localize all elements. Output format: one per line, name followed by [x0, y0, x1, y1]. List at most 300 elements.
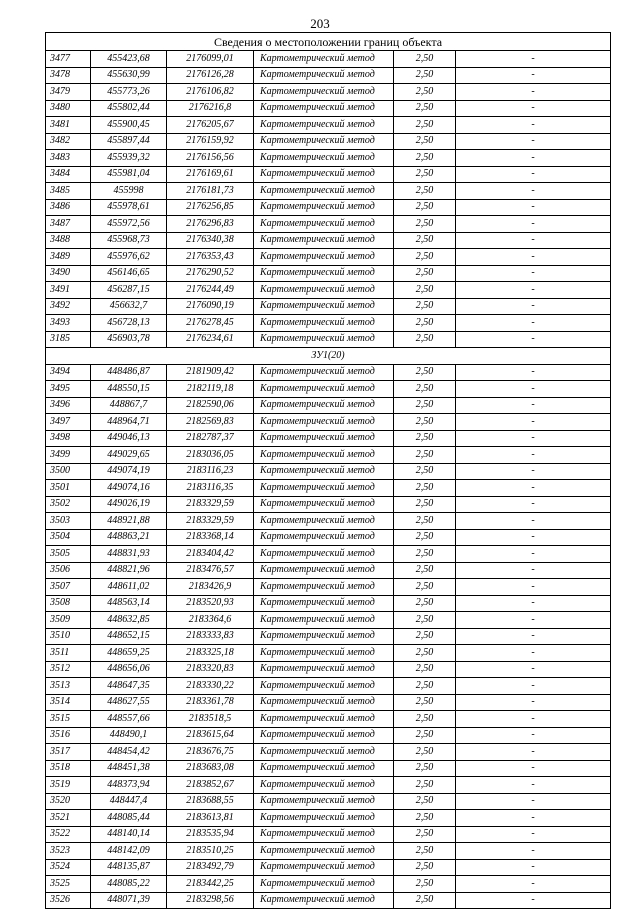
accuracy-cell: 2,50 [394, 216, 456, 233]
note-cell: - [456, 397, 611, 414]
method-cell: Картометрический метод [254, 694, 394, 711]
method-cell: Картометрический метод [254, 612, 394, 629]
table-row [46, 595, 611, 612]
table-row [46, 892, 611, 909]
table-row [46, 67, 611, 84]
x-coordinate-cell: 455802,44 [91, 100, 167, 117]
x-coordinate-cell: 448550,15 [91, 381, 167, 398]
point-number-cell: 3499 [46, 447, 91, 464]
note-cell: - [456, 595, 611, 612]
point-number-cell: 3523 [46, 843, 91, 860]
table-row [46, 579, 611, 596]
accuracy-cell: 2,50 [394, 331, 456, 348]
table-row [46, 249, 611, 266]
y-coordinate-cell: 2176340,38 [167, 232, 254, 249]
note-cell: - [456, 67, 611, 84]
accuracy-cell: 2,50 [394, 793, 456, 810]
point-number-cell: 3515 [46, 711, 91, 728]
note-cell: - [456, 612, 611, 629]
x-coordinate-cell: 448647,35 [91, 678, 167, 695]
method-cell: Картометрический метод [254, 199, 394, 216]
point-number-cell: 3490 [46, 265, 91, 282]
note-cell: - [456, 216, 611, 233]
x-coordinate-cell: 456287,15 [91, 282, 167, 299]
accuracy-cell: 2,50 [394, 892, 456, 909]
method-cell: Картометрический метод [254, 282, 394, 299]
method-cell: Картометрический метод [254, 892, 394, 909]
point-number-cell: 3512 [46, 661, 91, 678]
method-cell: Картометрический метод [254, 711, 394, 728]
point-number-cell: 3488 [46, 232, 91, 249]
method-cell: Картометрический метод [254, 166, 394, 183]
x-coordinate-cell: 448611,02 [91, 579, 167, 596]
table-row [46, 51, 611, 68]
method-cell: Картометрический метод [254, 546, 394, 563]
method-cell: Картометрический метод [254, 480, 394, 497]
point-number-cell: 3498 [46, 430, 91, 447]
x-coordinate-cell: 456903,78 [91, 331, 167, 348]
accuracy-cell: 2,50 [394, 414, 456, 431]
y-coordinate-cell: 2183333,83 [167, 628, 254, 645]
accuracy-cell: 2,50 [394, 546, 456, 563]
x-coordinate-cell: 448447,4 [91, 793, 167, 810]
y-coordinate-cell: 2183510,25 [167, 843, 254, 860]
note-cell: - [456, 414, 611, 431]
accuracy-cell: 2,50 [394, 678, 456, 695]
method-cell: Картометрический метод [254, 430, 394, 447]
table-row [46, 150, 611, 167]
y-coordinate-cell: 2182590,06 [167, 397, 254, 414]
x-coordinate-cell: 455978,61 [91, 199, 167, 216]
method-cell: Картометрический метод [254, 216, 394, 233]
method-cell: Картометрический метод [254, 463, 394, 480]
y-coordinate-cell: 2182569,83 [167, 414, 254, 431]
note-cell: - [456, 496, 611, 513]
x-coordinate-cell: 448486,87 [91, 364, 167, 381]
note-cell: - [456, 892, 611, 909]
note-cell: - [456, 315, 611, 332]
table-row [46, 727, 611, 744]
method-cell: Картометрический метод [254, 265, 394, 282]
point-number-cell: 3491 [46, 282, 91, 299]
method-cell: Картометрический метод [254, 628, 394, 645]
accuracy-cell: 2,50 [394, 859, 456, 876]
x-coordinate-cell: 448921,88 [91, 513, 167, 530]
note-cell: - [456, 117, 611, 134]
note-cell: - [456, 298, 611, 315]
accuracy-cell: 2,50 [394, 694, 456, 711]
x-coordinate-cell: 455998 [91, 183, 167, 200]
method-cell: Картометрический метод [254, 331, 394, 348]
note-cell: - [456, 628, 611, 645]
x-coordinate-cell: 449026,19 [91, 496, 167, 513]
table-row [46, 760, 611, 777]
note-cell: - [456, 430, 611, 447]
point-number-cell: 3513 [46, 678, 91, 695]
y-coordinate-cell: 2183683,08 [167, 760, 254, 777]
table-row [46, 546, 611, 563]
method-cell: Картометрический метод [254, 810, 394, 827]
y-coordinate-cell: 2176169,61 [167, 166, 254, 183]
y-coordinate-cell: 2183330,22 [167, 678, 254, 695]
point-number-cell: 3514 [46, 694, 91, 711]
y-coordinate-cell: 2183320,83 [167, 661, 254, 678]
table-row [46, 859, 611, 876]
method-cell: Картометрический метод [254, 84, 394, 101]
table-row [46, 232, 611, 249]
y-coordinate-cell: 2176156,56 [167, 150, 254, 167]
y-coordinate-cell: 2183364,6 [167, 612, 254, 629]
point-number-cell: 3503 [46, 513, 91, 530]
note-cell: - [456, 100, 611, 117]
accuracy-cell: 2,50 [394, 51, 456, 68]
x-coordinate-cell: 449074,16 [91, 480, 167, 497]
accuracy-cell: 2,50 [394, 249, 456, 266]
point-number-cell: 3522 [46, 826, 91, 843]
table-row [46, 265, 611, 282]
point-number-cell: 3185 [46, 331, 91, 348]
y-coordinate-cell: 2176256,85 [167, 199, 254, 216]
x-coordinate-cell: 448085,22 [91, 876, 167, 893]
table-row [46, 562, 611, 579]
table-row [46, 397, 611, 414]
x-coordinate-cell: 448557,66 [91, 711, 167, 728]
table-row [46, 529, 611, 546]
note-cell: - [456, 381, 611, 398]
x-coordinate-cell: 455897,44 [91, 133, 167, 150]
table-row [46, 661, 611, 678]
note-cell: - [456, 84, 611, 101]
method-cell: Картометрический метод [254, 414, 394, 431]
y-coordinate-cell: 2176159,92 [167, 133, 254, 150]
accuracy-cell: 2,50 [394, 150, 456, 167]
method-cell: Картометрический метод [254, 529, 394, 546]
x-coordinate-cell: 456728,13 [91, 315, 167, 332]
y-coordinate-cell: 2183688,55 [167, 793, 254, 810]
y-coordinate-cell: 2181909,42 [167, 364, 254, 381]
y-coordinate-cell: 2176244,49 [167, 282, 254, 299]
table-row [46, 645, 611, 662]
y-coordinate-cell: 2183368,14 [167, 529, 254, 546]
point-number-cell: 3486 [46, 199, 91, 216]
accuracy-cell: 2,50 [394, 876, 456, 893]
method-cell: Картометрический метод [254, 100, 394, 117]
point-number-cell: 3497 [46, 414, 91, 431]
note-cell: - [456, 793, 611, 810]
x-coordinate-cell: 448821,96 [91, 562, 167, 579]
note-cell: - [456, 546, 611, 563]
accuracy-cell: 2,50 [394, 496, 456, 513]
method-cell: Картометрический метод [254, 232, 394, 249]
table-row [46, 414, 611, 431]
table-row [46, 430, 611, 447]
table-row [46, 84, 611, 101]
method-cell: Картометрический метод [254, 381, 394, 398]
accuracy-cell: 2,50 [394, 265, 456, 282]
y-coordinate-cell: 2183361,78 [167, 694, 254, 711]
x-coordinate-cell: 449074,19 [91, 463, 167, 480]
point-number-cell: 3493 [46, 315, 91, 332]
y-coordinate-cell: 2183329,59 [167, 513, 254, 530]
y-coordinate-cell: 2183116,23 [167, 463, 254, 480]
point-number-cell: 3483 [46, 150, 91, 167]
method-cell: Картометрический метод [254, 760, 394, 777]
accuracy-cell: 2,50 [394, 166, 456, 183]
y-coordinate-cell: 2183325,18 [167, 645, 254, 662]
x-coordinate-cell: 448135,87 [91, 859, 167, 876]
accuracy-cell: 2,50 [394, 282, 456, 299]
table-row [46, 480, 611, 497]
note-cell: - [456, 364, 611, 381]
x-coordinate-cell: 448632,85 [91, 612, 167, 629]
method-cell: Картометрический метод [254, 744, 394, 761]
accuracy-cell: 2,50 [394, 562, 456, 579]
note-cell: - [456, 744, 611, 761]
method-cell: Картометрический метод [254, 579, 394, 596]
note-cell: - [456, 447, 611, 464]
point-number-cell: 3526 [46, 892, 91, 909]
table-row [46, 612, 611, 629]
table-row [46, 447, 611, 464]
method-cell: Картометрический метод [254, 645, 394, 662]
method-cell: Картометрический метод [254, 562, 394, 579]
y-coordinate-cell: 2176216,8 [167, 100, 254, 117]
y-coordinate-cell: 2183852,67 [167, 777, 254, 794]
accuracy-cell: 2,50 [394, 612, 456, 629]
point-number-cell: 3502 [46, 496, 91, 513]
x-coordinate-cell: 448142,09 [91, 843, 167, 860]
method-cell: Картометрический метод [254, 447, 394, 464]
method-cell: Картометрический метод [254, 876, 394, 893]
point-number-cell: 3478 [46, 67, 91, 84]
note-cell: - [456, 777, 611, 794]
method-cell: Картометрический метод [254, 496, 394, 513]
x-coordinate-cell: 448140,14 [91, 826, 167, 843]
table-row [46, 810, 611, 827]
point-number-cell: 3508 [46, 595, 91, 612]
accuracy-cell: 2,50 [394, 183, 456, 200]
note-cell: - [456, 183, 611, 200]
accuracy-cell: 2,50 [394, 595, 456, 612]
accuracy-cell: 2,50 [394, 826, 456, 843]
point-number-cell: 3510 [46, 628, 91, 645]
method-cell: Картометрический метод [254, 793, 394, 810]
note-cell: - [456, 133, 611, 150]
note-cell: - [456, 826, 611, 843]
note-cell: - [456, 529, 611, 546]
table-row [46, 331, 611, 348]
table-row [46, 843, 611, 860]
point-number-cell: 3500 [46, 463, 91, 480]
point-number-cell: 3517 [46, 744, 91, 761]
accuracy-cell: 2,50 [394, 529, 456, 546]
x-coordinate-cell: 448652,15 [91, 628, 167, 645]
point-number-cell: 3494 [46, 364, 91, 381]
accuracy-cell: 2,50 [394, 364, 456, 381]
x-coordinate-cell: 448071,39 [91, 892, 167, 909]
table-row [46, 315, 611, 332]
table-body [46, 33, 611, 909]
table-row [46, 496, 611, 513]
y-coordinate-cell: 2182787,37 [167, 430, 254, 447]
point-number-cell: 3496 [46, 397, 91, 414]
y-coordinate-cell: 2183116,35 [167, 480, 254, 497]
point-number-cell: 3479 [46, 84, 91, 101]
table-row [46, 216, 611, 233]
x-coordinate-cell: 448659,25 [91, 645, 167, 662]
method-cell: Картометрический метод [254, 678, 394, 695]
note-cell: - [456, 579, 611, 596]
method-cell: Картометрический метод [254, 51, 394, 68]
note-cell: - [456, 810, 611, 827]
accuracy-cell: 2,50 [394, 84, 456, 101]
point-number-cell: 3521 [46, 810, 91, 827]
table-title: Сведения о местоположении границ объекта [46, 33, 611, 51]
y-coordinate-cell: 2183492,79 [167, 859, 254, 876]
x-coordinate-cell: 455968,73 [91, 232, 167, 249]
x-coordinate-cell: 448454,42 [91, 744, 167, 761]
accuracy-cell: 2,50 [394, 513, 456, 530]
point-number-cell: 3518 [46, 760, 91, 777]
note-cell: - [456, 282, 611, 299]
method-cell: Картометрический метод [254, 315, 394, 332]
note-cell: - [456, 645, 611, 662]
point-number-cell: 3509 [46, 612, 91, 629]
note-cell: - [456, 661, 611, 678]
table-row [46, 628, 611, 645]
point-number-cell: 3477 [46, 51, 91, 68]
x-coordinate-cell: 456632,7 [91, 298, 167, 315]
note-cell: - [456, 265, 611, 282]
accuracy-cell: 2,50 [394, 381, 456, 398]
table-row [46, 711, 611, 728]
y-coordinate-cell: 2176353,43 [167, 249, 254, 266]
accuracy-cell: 2,50 [394, 628, 456, 645]
method-cell: Картометрический метод [254, 249, 394, 266]
accuracy-cell: 2,50 [394, 430, 456, 447]
x-coordinate-cell: 449029,65 [91, 447, 167, 464]
point-number-cell: 3492 [46, 298, 91, 315]
point-number-cell: 3525 [46, 876, 91, 893]
x-coordinate-cell: 448627,55 [91, 694, 167, 711]
y-coordinate-cell: 2183518,5 [167, 711, 254, 728]
y-coordinate-cell: 2183476,57 [167, 562, 254, 579]
table-row [46, 793, 611, 810]
page-number: 203 [310, 16, 330, 31]
method-cell: Картометрический метод [254, 298, 394, 315]
y-coordinate-cell: 2176106,82 [167, 84, 254, 101]
x-coordinate-cell: 448490,1 [91, 727, 167, 744]
note-cell: - [456, 727, 611, 744]
table-row [46, 282, 611, 299]
y-coordinate-cell: 2183520,93 [167, 595, 254, 612]
table-row [46, 463, 611, 480]
point-number-cell: 3482 [46, 133, 91, 150]
accuracy-cell: 2,50 [394, 661, 456, 678]
point-number-cell: 3484 [46, 166, 91, 183]
y-coordinate-cell: 2176290,52 [167, 265, 254, 282]
note-cell: - [456, 562, 611, 579]
accuracy-cell: 2,50 [394, 298, 456, 315]
accuracy-cell: 2,50 [394, 67, 456, 84]
accuracy-cell: 2,50 [394, 315, 456, 332]
x-coordinate-cell: 456146,65 [91, 265, 167, 282]
y-coordinate-cell: 2182119,18 [167, 381, 254, 398]
accuracy-cell: 2,50 [394, 843, 456, 860]
method-cell: Картометрический метод [254, 595, 394, 612]
note-cell: - [456, 199, 611, 216]
x-coordinate-cell: 448867,7 [91, 397, 167, 414]
point-number-cell: 3489 [46, 249, 91, 266]
y-coordinate-cell: 2176181,73 [167, 183, 254, 200]
y-coordinate-cell: 2176205,67 [167, 117, 254, 134]
method-cell: Картометрический метод [254, 150, 394, 167]
section-label: ЗУ1(20) [46, 348, 611, 365]
x-coordinate-cell: 448656,06 [91, 661, 167, 678]
note-cell: - [456, 760, 611, 777]
table-row [46, 678, 611, 695]
x-coordinate-cell: 448373,94 [91, 777, 167, 794]
method-cell: Картометрический метод [254, 727, 394, 744]
y-coordinate-cell: 2183426,9 [167, 579, 254, 596]
point-number-cell: 3487 [46, 216, 91, 233]
method-cell: Картометрический метод [254, 397, 394, 414]
note-cell: - [456, 859, 611, 876]
accuracy-cell: 2,50 [394, 100, 456, 117]
table-title-row [46, 33, 611, 51]
y-coordinate-cell: 2176126,28 [167, 67, 254, 84]
table-row [46, 694, 611, 711]
point-number-cell: 3511 [46, 645, 91, 662]
point-number-cell: 3524 [46, 859, 91, 876]
accuracy-cell: 2,50 [394, 760, 456, 777]
table-row [46, 744, 611, 761]
point-number-cell: 3516 [46, 727, 91, 744]
x-coordinate-cell: 455900,45 [91, 117, 167, 134]
note-cell: - [456, 249, 611, 266]
table-row [46, 381, 611, 398]
table-row [46, 183, 611, 200]
table-row [46, 364, 611, 381]
y-coordinate-cell: 2183329,59 [167, 496, 254, 513]
accuracy-cell: 2,50 [394, 645, 456, 662]
accuracy-cell: 2,50 [394, 480, 456, 497]
x-coordinate-cell: 448085,44 [91, 810, 167, 827]
method-cell: Картометрический метод [254, 826, 394, 843]
accuracy-cell: 2,50 [394, 810, 456, 827]
y-coordinate-cell: 2176099,01 [167, 51, 254, 68]
note-cell: - [456, 51, 611, 68]
method-cell: Картометрический метод [254, 117, 394, 134]
note-cell: - [456, 480, 611, 497]
accuracy-cell: 2,50 [394, 463, 456, 480]
table-row [46, 199, 611, 216]
point-number-cell: 3480 [46, 100, 91, 117]
y-coordinate-cell: 2176090,19 [167, 298, 254, 315]
note-cell: - [456, 513, 611, 530]
note-cell: - [456, 166, 611, 183]
boundary-coordinates-table [45, 32, 611, 909]
x-coordinate-cell: 455423,68 [91, 51, 167, 68]
accuracy-cell: 2,50 [394, 397, 456, 414]
section-header-row [46, 348, 611, 365]
x-coordinate-cell: 455972,56 [91, 216, 167, 233]
point-number-cell: 3507 [46, 579, 91, 596]
accuracy-cell: 2,50 [394, 133, 456, 150]
y-coordinate-cell: 2183404,42 [167, 546, 254, 563]
x-coordinate-cell: 455773,26 [91, 84, 167, 101]
accuracy-cell: 2,50 [394, 447, 456, 464]
